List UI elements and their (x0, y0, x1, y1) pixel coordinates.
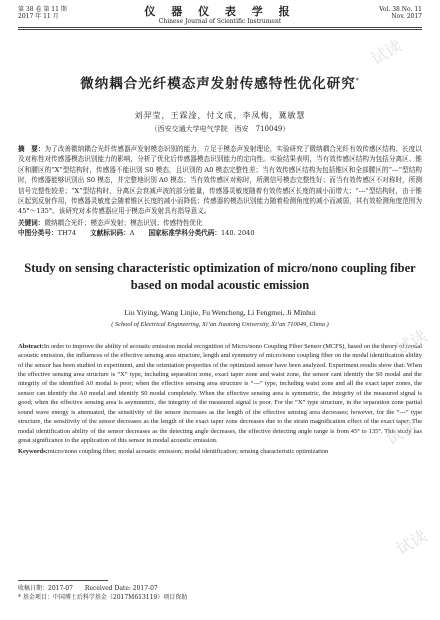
footnote (18, 580, 422, 602)
title-cn (18, 72, 422, 92)
abstract-en (18, 342, 422, 445)
subject-value: 140. 2040 (220, 228, 255, 237)
received-date: 收稿日期：2017-07 Received Date: 2017-07 (18, 585, 158, 592)
journal-header (18, 6, 422, 25)
keywords-cn-label: 关键词： (18, 218, 45, 227)
doc-value: A (129, 228, 135, 237)
watermark: 试读 (392, 526, 431, 559)
authors-cn: 刘羿莹，王霖淦，付文成，李凤梅，冀敏慧 (134, 111, 306, 120)
keywords-cn (18, 218, 422, 228)
affiliation-en: ( School of Electrical Engineering, Xi’an Jiaotong University, Xi’an 710049, China ) (111, 320, 329, 328)
clc-code (18, 228, 76, 238)
abstract-en-text: In order to improve the ability of acoustic emission modal recognition of Micro/nono Coupling Fiber Sensor (MCFS), based on the theory of modal acoustic emission, the influences of the effective sensing area structure, length and symmetry of micro/nono coupling fiber on the modal identification ability of the sensor has been studied in experiment, and the orientation properties of the optimized sensor have been analyzed. Experiment results show that: When the effective sensing area structure is “X” type, including separation zone, exact taper zone and waist zone, the sensor cant identify the S0 modal and the integrity of the identified A0 modal is poor; when the effective sensing area structure is “---” type, including waist zone and all the exact taper zones, the sensor can identify the A0 modal and identify S0 modal completely. When the effective sensing area is symmetric, the integrity of the measured signal is good; when the effective sensing area is asymmetric, the integrity of the measured signal is poor. For the “X” type structure, in the separation zone partial sound wave energy is attenuated, the sensitivity of the sensor increases as the length of the effective sensing area decreases; however, for the “---” type structure, the sensitivity of the sensor decreases as the length of the exact taper zone decreases due to the strain magnification effect of the exact taper. The modal identification ability of the sensor decreases as the detecting angle decreases, the effective detecting angle range is from 45° to 135°. This study has great significance to the application of this sensor in modal acoustic emission. (18, 342, 422, 444)
footnote-rule (18, 580, 108, 581)
classification-line (18, 228, 422, 238)
watermark: 试读 (367, 36, 406, 69)
date-cn: 2017 年 11 月 (18, 13, 59, 20)
volume-cn: 第 38 卷 第 11 期 (18, 6, 67, 13)
journal-title-en: Chinese Journal of Scientific Instrument (158, 18, 282, 25)
header-rule (18, 27, 422, 28)
doc-code (90, 228, 134, 238)
subject-code (148, 228, 254, 238)
volume-en: Vol. 38 No. 11 (379, 6, 422, 13)
abstract-en-label: Abstract: (18, 342, 44, 350)
watermark: 试读 (392, 326, 431, 359)
keywords-en (18, 447, 422, 456)
keywords-en-text: micro/nono coupling fiber; modal acoustic emission; modal identification; sensing characteristic optimization (47, 448, 329, 456)
subject-label: 国家标准学科分类代码： (148, 228, 221, 237)
fund-note: * 基金项目：中国博士后科学基金（2017M613119）项目资助 (18, 594, 188, 601)
keywords-cn-text: 微纳耦合光纤；模态声发射；模态识别；传感特性优化 (44, 218, 203, 227)
abstract-cn-text: 为了改善微纳耦合光纤传感器声发射模态识别的能力，立足于模态声发射理论，实验研究了微纳耦合光纤有效传感区结构、长度以及对称性对传感器模态识别能力的影响，分析了优化后传感器模态识别能力的定向性。实验结果表明，当有效传感区结构为包括分离区、锥区和腰区的“X”型结构时，传感器不能识别 S0 模态，且识别的 A0 模态完整性差；当有效传感区结构为包括锥区和全部腰区的“---”型结构时，传感器能够识别出 S0 模态，并完整地识别 A0 模态；当有效传感区对称时，所测信号模态完整性好；而当有效传感区不对称时，所测信号完整性较差；“X”型结构时，分离区会衰减声波的部分能量，传感器灵敏度随着有效传感区长度的减小而增大；“---”型结构时，由于锥区起到反射作用，传感器灵敏度会随着锥区长度的减小而降低；传感器的模态识别能力随着检测角度的减小而减弱，其有效检测角度范围为 45°～135°。该研究对本传感器应用于模态声发射具有指导意义。 (18, 145, 423, 216)
authors-en: Liu Yiying, Wang Linjie, Fu Wencheng, Li Fengmei, Ji Minhui (124, 307, 316, 317)
title-en: Study on sensing characteristic optimization of micro/nono coupling fiber based on modal acoustic emission (24, 260, 416, 292)
affiliation-cn: （西安交通大学电气学院 西安 710049） (150, 125, 290, 133)
doc-label: 文献标识码： (90, 228, 130, 237)
keywords-en-label: Keywords: (18, 448, 48, 456)
date-en: Nov. 2017 (391, 13, 422, 20)
watermark: 试读 (382, 416, 421, 449)
clc-label: 中图分类号： (18, 228, 58, 237)
clc-value: TH74 (57, 228, 77, 237)
title-cn-text: 微纳耦合光纤模态声发射传感特性优化研究 (80, 76, 356, 92)
abstract-cn (18, 144, 422, 217)
journal-title-cn: 仪 器 仪 表 学 报 (144, 5, 296, 18)
abstract-cn-label: 摘 要： (18, 145, 45, 153)
header-rule-thin (18, 29, 422, 30)
title-footnote-mark: * (355, 77, 360, 85)
